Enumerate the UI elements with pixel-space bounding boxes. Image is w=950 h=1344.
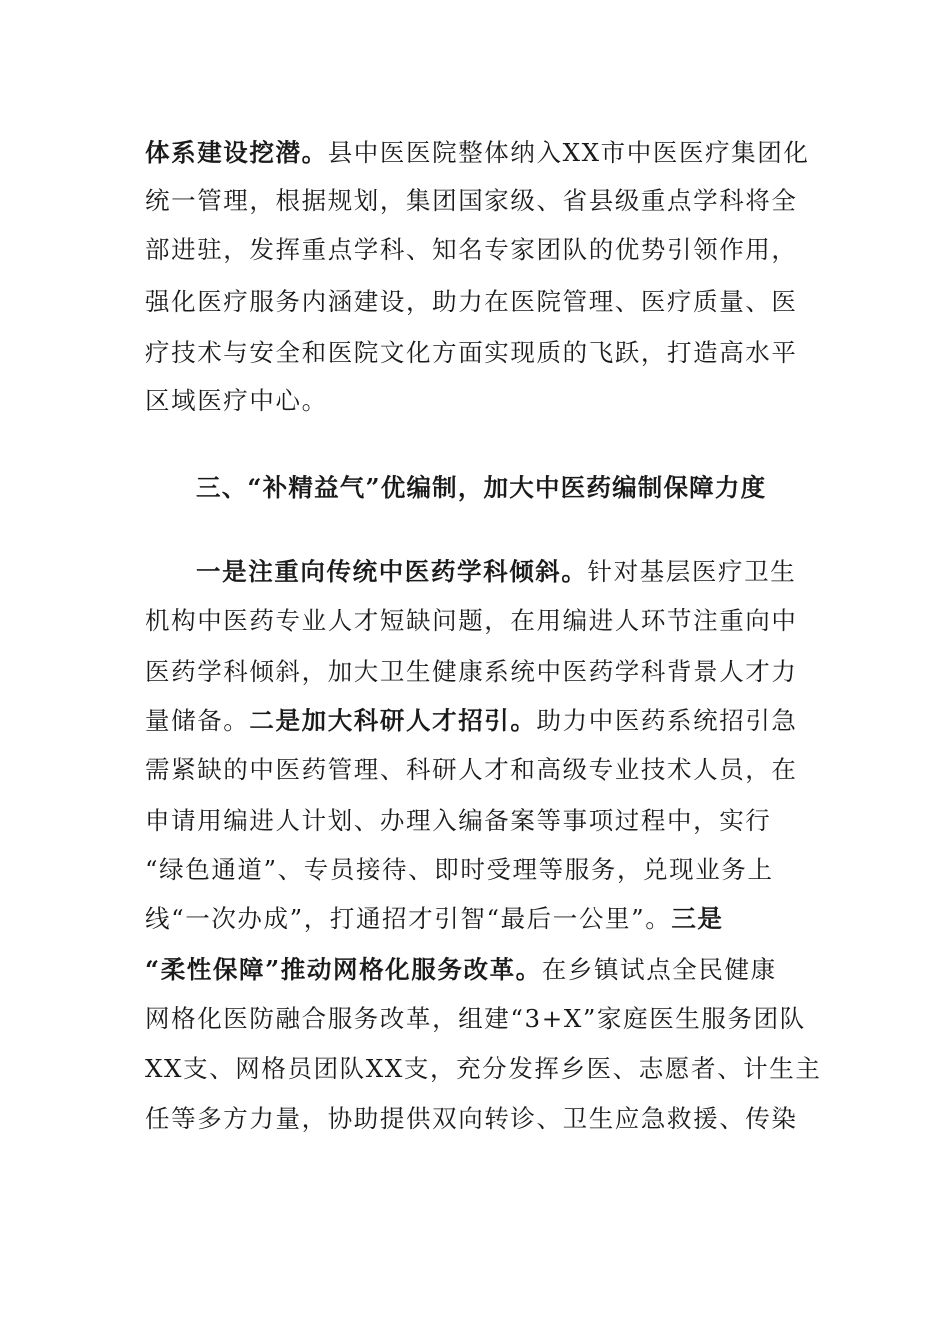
paragraph-2-line-3: 医药学科倾斜，加大卫生健康系统中医药学科背景人才力 bbox=[145, 657, 798, 686]
paragraph-2-line-11: XX支、网格员团队XX支，充分发挥乡医、志愿者、计生主 bbox=[145, 1054, 822, 1083]
paragraph-2-line-8 bbox=[145, 904, 724, 934]
text-run: 量储备。 bbox=[145, 706, 250, 735]
paragraph-1-line-2: 统一管理，根据规划，集团国家级、省县级重点学科将全 bbox=[145, 186, 798, 215]
paragraph-2-line-1 bbox=[196, 557, 796, 587]
paragraph-1-line-3: 部进驻，发挥重点学科、知名专家团队的优势引领作用， bbox=[145, 235, 798, 264]
paragraph-2-line-6: 申请用编进人计划、办理入编备案等事项过程中，实行 bbox=[145, 806, 772, 835]
text-run: 线“一次办成”，打通招才引智“最后一公里”。 bbox=[145, 904, 672, 933]
bold-lead-phrase: 一是注重向传统中医药学科倾斜。 bbox=[196, 557, 588, 586]
paragraph-2-line-5: 需紧缺的中医药管理、科研人才和高级专业技术人员，在 bbox=[145, 755, 798, 784]
paragraph-1-line-1 bbox=[145, 138, 810, 168]
text-run: 县中医医院整体纳入XX市中医医疗集团化 bbox=[327, 138, 810, 167]
text-run: 在乡镇试点全民健康 bbox=[541, 955, 777, 984]
paragraph-2-line-4 bbox=[145, 706, 798, 736]
bold-lead-phrase: 体系建设挖潜。 bbox=[145, 138, 328, 167]
text-run: 助力中医药系统招引急 bbox=[536, 706, 798, 735]
text-run: 针对基层医疗卫生 bbox=[587, 557, 797, 586]
bold-lead-phrase: “柔性保障”推动网格化服务改革。 bbox=[145, 955, 542, 984]
paragraph-2-line-7: “绿色通道”、专员接待、即时受理等服务，兑现业务上 bbox=[145, 855, 774, 884]
bold-lead-phrase: 三是 bbox=[671, 904, 724, 933]
paragraph-1-line-6: 区域医疗中心。 bbox=[145, 386, 328, 415]
section-heading: 三、“补精益气”优编制，加大中医药编制保障力度 bbox=[196, 473, 767, 502]
paragraph-2-line-12: 任等多方力量，协助提供双向转诊、卫生应急救援、传染 bbox=[145, 1104, 798, 1133]
paragraph-1-line-4: 强化医疗服务内涵建设，助力在医院管理、医疗质量、医 bbox=[145, 287, 798, 316]
bold-lead-phrase: 二是加大科研人才招引。 bbox=[249, 706, 537, 735]
paragraph-2-line-9 bbox=[145, 955, 777, 985]
paragraph-2-line-2: 机构中医药专业人才短缺问题，在用编进人环节注重向中 bbox=[145, 606, 798, 635]
paragraph-1-line-5: 疗技术与安全和医院文化方面实现质的飞跃，打造高水平 bbox=[145, 338, 798, 367]
paragraph-2-line-10: 网格化医防融合服务改革，组建“3+X”家庭医生服务团队 bbox=[145, 1004, 806, 1033]
